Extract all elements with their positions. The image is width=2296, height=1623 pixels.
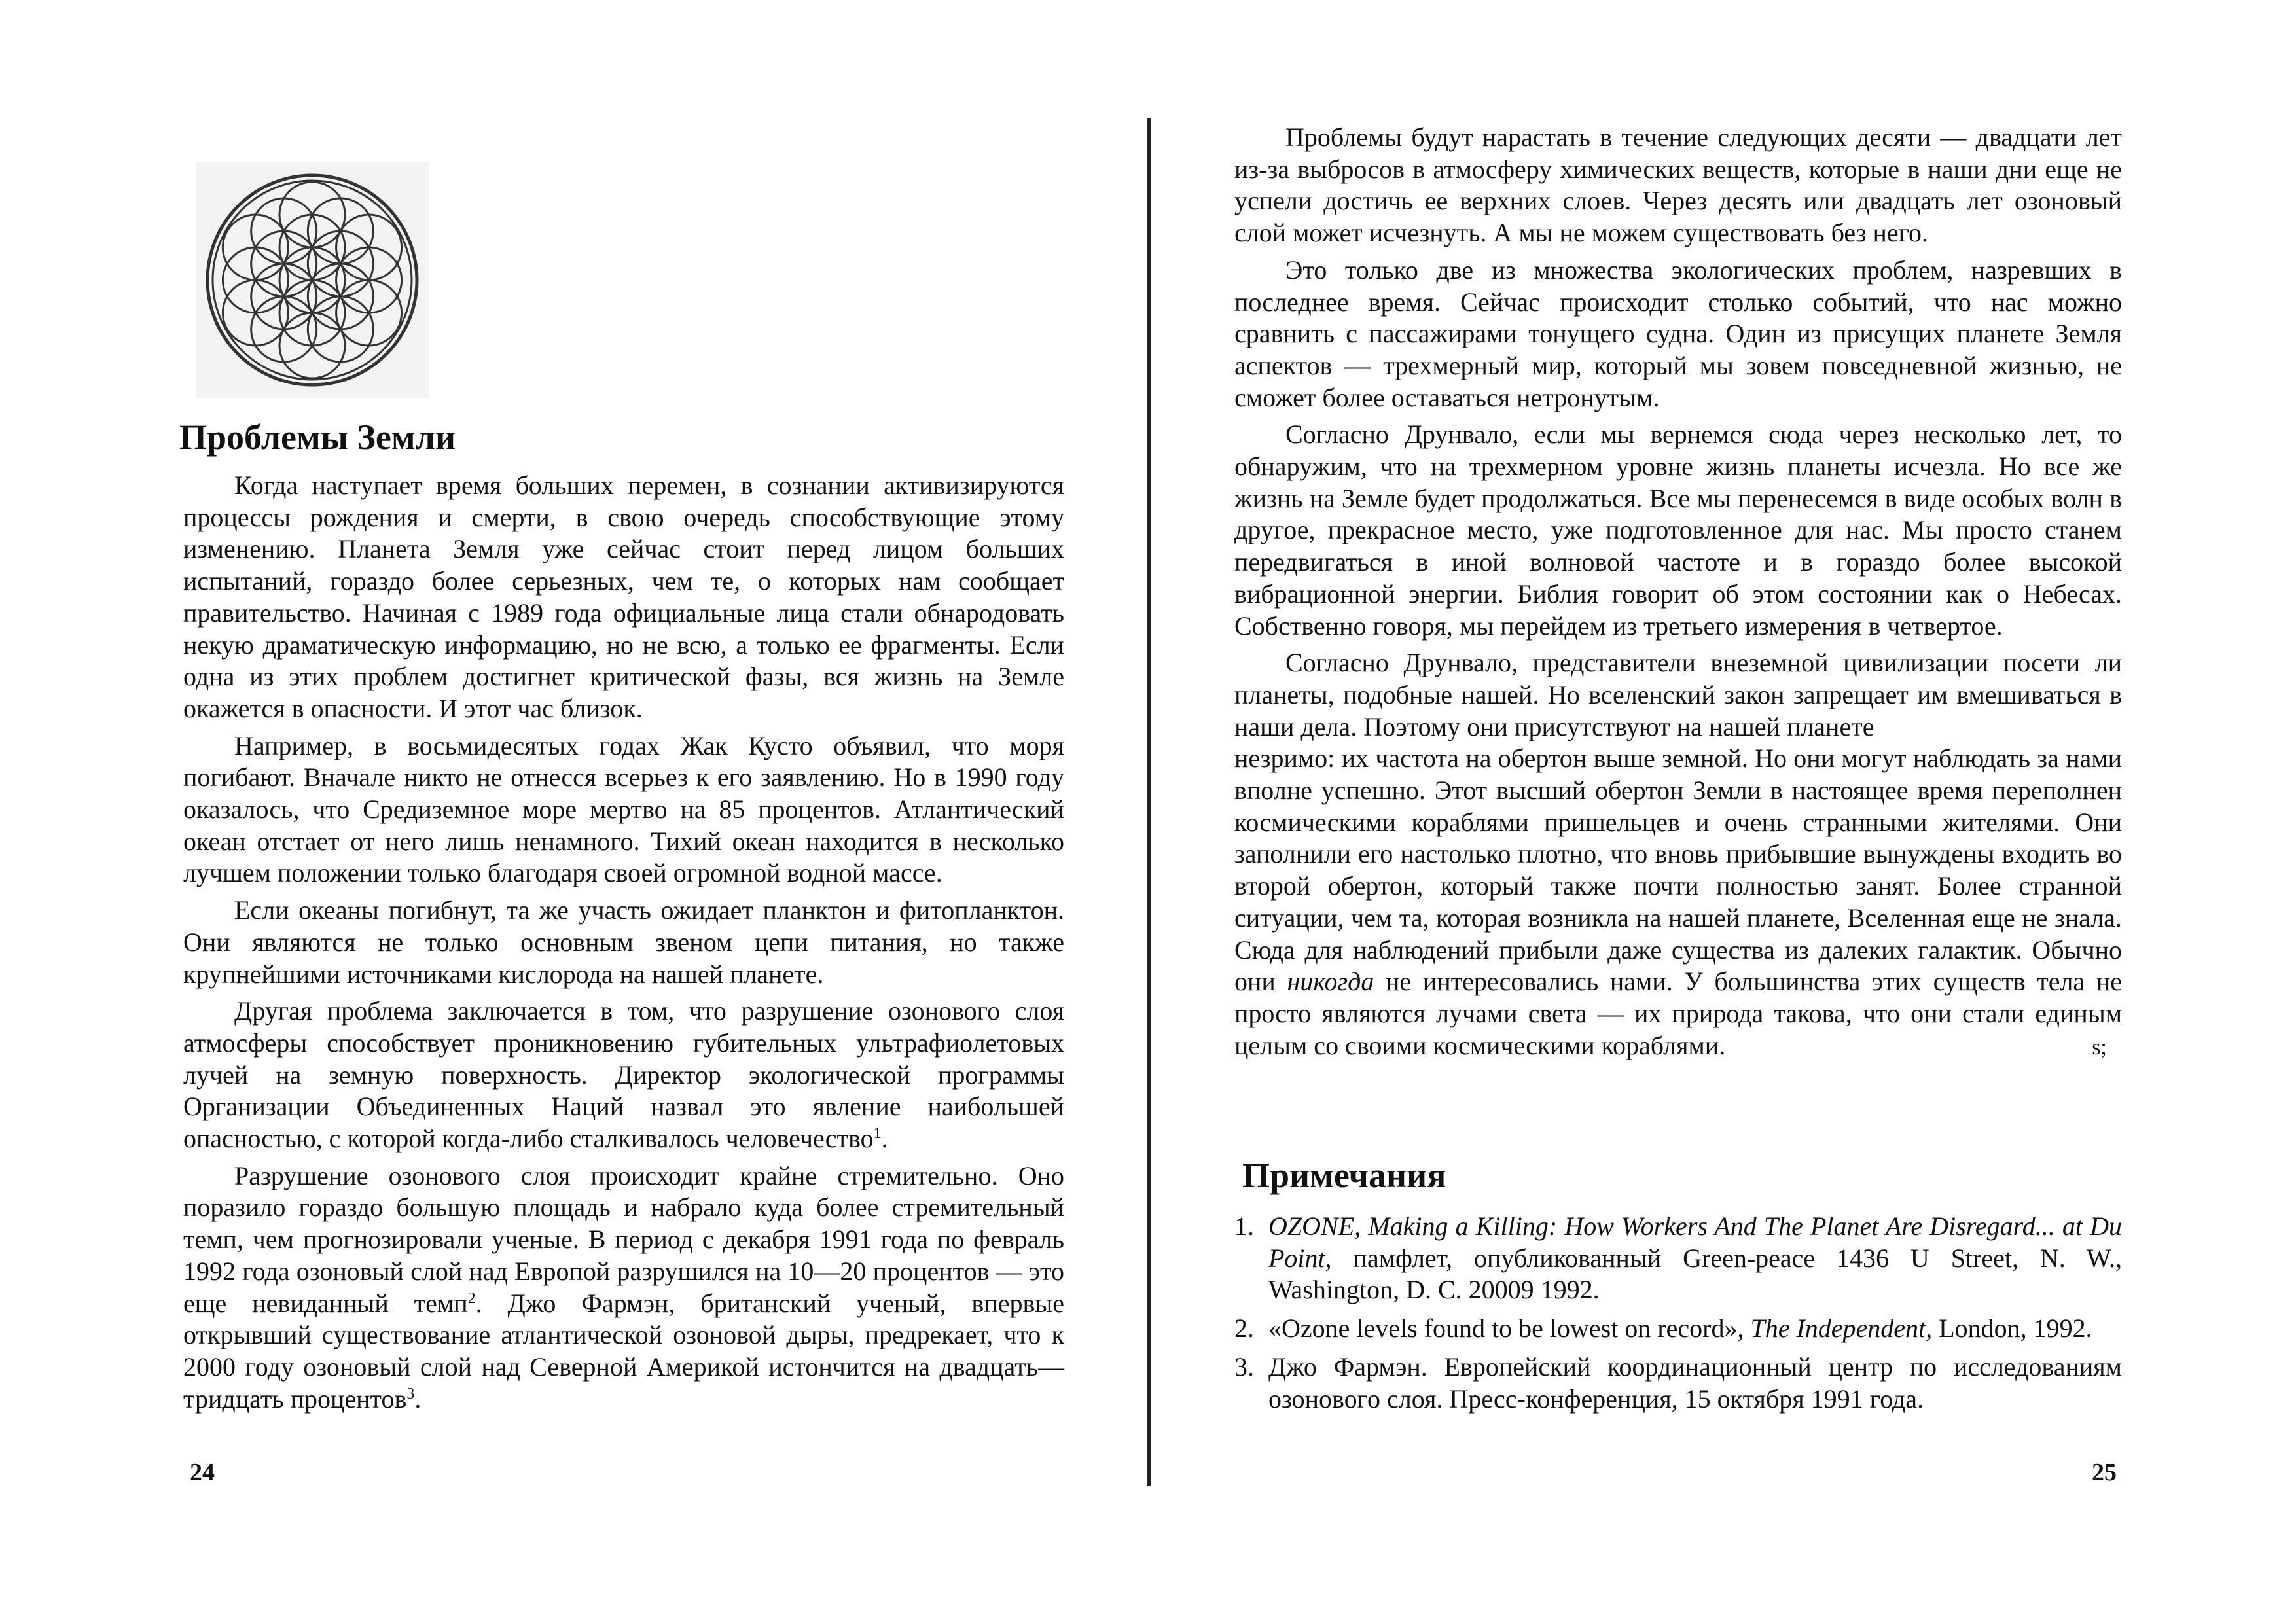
notes-list	[1234, 1211, 2122, 1421]
page-number: 24	[190, 1459, 215, 1486]
paragraph: Согласно Друнвало, если мы вернемся сюда через несколько лет, то обнаружим, что на трехмерном уровне жизнь планеты исчезла. Но все же жизнь на Земле будет продолжаться. Все мы перенесемся в виде особых волн в другое, прекрасное место, уже подготовленное для нас. Мы просто станем передвигаться в иной волновой частоте и в гораздо более высокой вибрационной энергии. Библия говорит об этом состоянии как о Небесах. Собственно говоря, мы перейдем из третьего измерения в четвертое.	[1234, 419, 2122, 641]
note-number: 2.	[1234, 1313, 1254, 1344]
left-body-text	[183, 470, 1064, 1415]
footnote-mark: 3	[406, 1385, 415, 1402]
paragraph-text: . Джо Фармэн, британский ученый, впервые открывший существование атлантической озоновой дыры, предрекает, что к 2000 году озоновый слой над Северной Америкой истончится на двадцать— тридцать процентов	[183, 1288, 1064, 1414]
notes-heading: Примечания	[1242, 1156, 1446, 1195]
note-title: The Independent,	[1750, 1313, 1933, 1344]
footnote-mark: 1	[873, 1125, 882, 1143]
note-text	[1268, 1313, 2122, 1345]
paragraph: Другая проблема заключается в том, что разрушение озонового слоя атмосферы способствует проникновению губительных ультрафиолетовых лучей на земную поверхность. Директор экологической программы Организации Объединенных Наций назвал это явление наибольшей опасностью, с которой когда-либо сталкивалось человечество$^1$.	[183, 996, 1064, 1154]
note-lead: «Ozone levels found to be lowest on record»,	[1268, 1313, 1751, 1344]
note-text	[1268, 1351, 2122, 1415]
paragraph-text: Разрушение озонового слоя происходит крайне стремительно. Оно поразило гораздо большую площадь и набрало куда более стремительный темп, чем прогнозировали ученые. В период с декабря 1991 года по февраль 1992 года озоновый слой над Европой разрушился на 10—20 процентов — это еще невиданный темп	[183, 1160, 1064, 1318]
note-rest: London, 1992.	[1932, 1313, 2092, 1344]
paragraph	[1234, 743, 2122, 1063]
paragraph: Согласно Друнвало, представители внеземной цивилизации посети ли планеты, подобные нашей. Но вселенский закон запрещает им вмешиваться в наши дела. Поэтому они присутствуют на нашей планете	[1234, 648, 2122, 741]
paragraph-text: не интересовались нами. У большинства этих существ тела не просто являются лучами света — их природа такова, что они стали единым целым со своими космическими кораблями.	[1234, 967, 2122, 1060]
page-number: 25	[2092, 1459, 2117, 1486]
paragraph: Например, в восьмидесятых годах Жак Кусто объявил, что моря погибают. Вначале никто не отнесся всерьез к его заявлению. Но в 1990 году оказалось, что Средиземное море мертво на 85 процентов. Атлантический океан отстает от него лишь ненамного. Тихий океан находится в несколько лучшем положении только благодаря своей огромной водной массе.	[183, 730, 1064, 888]
note-text	[1268, 1211, 2122, 1306]
note-item	[1234, 1313, 2122, 1345]
paragraph: Это только две из множества экологических проблем, назревших в последнее время. Сейчас происходит столько событий, что нас можно сравнить с пассажирами тонущего судна. Один из присущих планете Земля аспектов — трехмерный мир, который мы зовем повседневной жизнью, не сможет более оставаться нетронутым.	[1234, 255, 2122, 412]
note-rest: памфлет, опубликованный Green-peace 1436 U Street, N. W., Washington, D. C. 20009 1992.	[1268, 1243, 2122, 1305]
paragraph: Когда наступает время больших перемен, в сознании активизируются процессы рождения и смерти, в свою очередь способствующие этому изменению. Планета Земля уже сейчас стоит перед лицом больших испытаний, гораздо более серьезных, чем те, о которых нам сообщает правительство. Начиная с 1989 года официальные лица стали обнародовать некую драматическую информацию, но не всю, а только ее фрагменты. Если одна из этих проблем достигнет критической фазы, вся жизнь на Земле окажется в опасности. И этот час близок.	[183, 471, 1064, 723]
flower-of-life-icon	[196, 162, 429, 398]
footnote-mark: 2	[467, 1289, 476, 1307]
paragraph-text: незримо: их частота на обертон выше земной. Но они могут наблюдать за нами вполне успешно. Этот высший обертон Земли в настоящее время переполнен космическими кораблями пришельцев и очень странными жителями. Они заполнили его настолько плотно, что вновь прибывшие вынуждены входить во второй обертон, который также почти полностью занят. Более странной ситуации, чем та, которая возникла на нашей планете, Вселенная еще не знала. Сюда для наблюдений прибыли даже существа из далеких галактик. Обычно они	[1234, 743, 2122, 997]
note-title: OZONE, Making a Killing: How Workers And The Planet Are Disregard... at Du Point,	[1268, 1211, 2122, 1273]
note-item	[1234, 1211, 2122, 1306]
paragraph: Если океаны погибнут, та же участь ожидает планктон и фитопланктон. Они являются не только основным звеном цепи питания, но также крупнейшими источниками кислорода на нашей планете.	[183, 895, 1064, 989]
page-title: Проблемы Земли	[179, 418, 456, 457]
italic-word: никогда	[1287, 967, 1374, 997]
stray-mark: s;	[2092, 1035, 2107, 1060]
note-number: 1.	[1234, 1211, 1254, 1241]
note-number: 3.	[1234, 1351, 1254, 1382]
note-rest: Джо Фармэн. Европейский координационный центр по исследованиям озонового слоя. Пресс-конференция, 15 октября 1991 года.	[1268, 1351, 2122, 1414]
right-body-text	[1234, 122, 2122, 1063]
paragraph: Разрушение озонового слоя происходит крайне стремительно. Оно поразило гораздо большую площадь и набрало куда более стремительный темп, чем прогнозировали ученые. В период с декабря 1991 года по февраль 1992 года озоновый слой над Европой разрушился на 10—20 процентов — это еще невиданный темп$^2$. Джо Фармэн, британский ученый, впервые открывший существование атлантической озоновой дыры, предрекает, что к 2000 году озоновый слой над Северной Америкой истончится на двадцать— тридцать процентов$^3$.	[183, 1160, 1064, 1414]
paragraph-text: Другая проблема заключается в том, что разрушение озонового слоя атмосферы способствует проникновению губительных ультрафиолетовых лучей на земную поверхность. Директор экологической программы Организации Объединенных Наций назвал это явление наибольшей опасностью, с которой когда-либо сталкивалось человечество	[183, 996, 1064, 1154]
paragraph: Проблемы будут нарастать в течение следующих десяти — двадцати лет из-за выбросов в атмосферу химических веществ, которые в наши дни еще не успели достичь ее верхних слоев. Через десять или двадцать лет озоновый слой может исчезнуть. А мы не можем существовать без него.	[1234, 122, 2122, 248]
note-item	[1234, 1351, 2122, 1415]
